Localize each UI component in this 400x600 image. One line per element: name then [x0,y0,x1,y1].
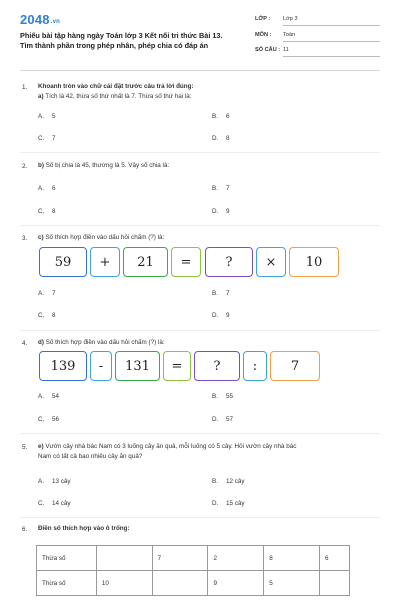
question-2 [38,161,378,171]
question-divider [20,152,380,153]
equation-box-equals: = [163,351,191,381]
equation-box-number: 21 [123,247,168,277]
table-cell: 5 [264,571,320,596]
table-cell: 8 [264,546,320,571]
option-d[interactable]: D. 15 cây [212,500,245,507]
option-a[interactable]: A. 7 [38,290,56,297]
question-text: Nam có tất cả bao nhiêu cây ăn quả? [38,453,143,460]
meta-subject-label: MÔN : [255,32,272,38]
question-instruction: Khoanh tròn vào chữ cái đặt trước câu trả lời đúng: [38,83,194,90]
question-3 [38,233,378,243]
question-text: Số bị chia là 45, thương là 5. Vậy số chia là: [45,162,170,169]
option-a[interactable]: A. 13 cây [38,478,71,485]
option-a[interactable]: A. 6 [38,185,56,192]
meta-subject-value: Toán [283,32,296,38]
question-number: 1. [22,84,28,91]
question-text: Số thích hợp điền vào dấu hỏi chấm (?) là: [45,234,165,241]
meta-line [283,56,380,57]
title-line-1: Phiếu bài tập hàng ngày Toán lớp 3 Kết nối tri thức Bài 13. [20,31,223,40]
table-cell-blank[interactable] [96,546,152,571]
question-part: c) [38,234,44,241]
table-cell: 7 [152,546,208,571]
question-4 [38,338,378,348]
meta-class-value: Lớp 3 [283,16,298,22]
option-c[interactable]: C. 7 [38,135,56,142]
option-d[interactable]: D. 9 [212,312,230,319]
question-1 [38,82,378,102]
table-cell: 2 [208,546,264,571]
equation-box-operator: - [90,351,112,381]
meta-count-label: SỐ CÂU : [255,47,281,53]
question-number: 6. [22,526,28,533]
option-d[interactable]: D. 9 [212,208,230,215]
site-logo: 2048.vn [20,12,61,27]
question-divider [20,330,380,331]
option-d[interactable]: D. 8 [212,135,230,142]
option-a[interactable]: A. 5 [38,113,56,120]
equation-box-unknown: ? [194,351,240,381]
option-b[interactable]: B. 6 [212,113,230,120]
header-divider [20,70,380,71]
option-c[interactable]: C. 8 [38,312,56,319]
equation-box-equals: = [171,247,201,277]
table-row [37,571,350,596]
option-c[interactable]: C. 56 [38,416,60,423]
question-part: d) [38,339,44,346]
table-row [37,546,350,571]
equation-box-operator: : [243,351,267,381]
equation-box-operator: + [90,247,120,277]
option-b[interactable]: B. 7 [212,185,230,192]
question-5 [38,442,383,462]
equation-box-operator: × [256,247,286,277]
table-cell-blank[interactable] [320,571,350,596]
equation-box-number: 59 [39,247,87,277]
meta-line [283,41,380,42]
question-divider [20,225,380,226]
row-header: Thừa số [37,546,97,571]
fill-in-table [36,545,350,596]
question-text: Tích là 42, thừa số thứ nhất là 7. Thừa số thứ hai là: [45,93,192,100]
table-cell: 6 [320,546,350,571]
table-cell-blank[interactable] [152,571,208,596]
question-part: e) [38,443,44,450]
question-part: b) [38,162,44,169]
table-cell: 9 [208,571,264,596]
meta-line [283,25,380,26]
equation-box-number: 131 [115,351,160,381]
question-text: Số thích hợp điền vào dấu hỏi chấm (?) là: [45,339,165,346]
question-number: 5. [22,444,28,451]
equation-box-number: 139 [39,351,87,381]
option-b[interactable]: B. 12 cây [212,478,245,485]
question-number: 3. [22,235,28,242]
equation-box-number: 7 [270,351,320,381]
title-line-2: Tìm thành phần trong phép nhân, phép chia có đáp án [20,41,209,50]
equation-box-unknown: ? [205,247,253,277]
question-number: 4. [22,340,28,347]
row-header: Thừa số [37,571,97,596]
option-b[interactable]: B. 55 [212,393,234,400]
question-divider [20,433,380,434]
question-6 [38,524,378,534]
question-divider [20,517,380,518]
question-part: a) [38,93,44,100]
worksheet-title [20,31,245,51]
table-cell: 10 [96,571,152,596]
option-b[interactable]: B. 7 [212,290,230,297]
meta-class-label: LỚP : [255,16,271,22]
question-number: 2. [22,163,28,170]
equation-box-number: 10 [289,247,339,277]
option-a[interactable]: A. 54 [38,393,60,400]
meta-count-value: 11 [283,47,289,53]
question-text: Vườn cây nhà bác Nam có 3 luống cây ăn quả, mỗi luống có 5 cây. Hỏi vườn cây nhà bác [45,443,297,450]
option-d[interactable]: D. 57 [212,416,234,423]
question-instruction: Điền số thích hợp vào ô trống: [38,525,130,532]
option-c[interactable]: C. 14 cây [38,500,71,507]
option-c[interactable]: C. 8 [38,208,56,215]
